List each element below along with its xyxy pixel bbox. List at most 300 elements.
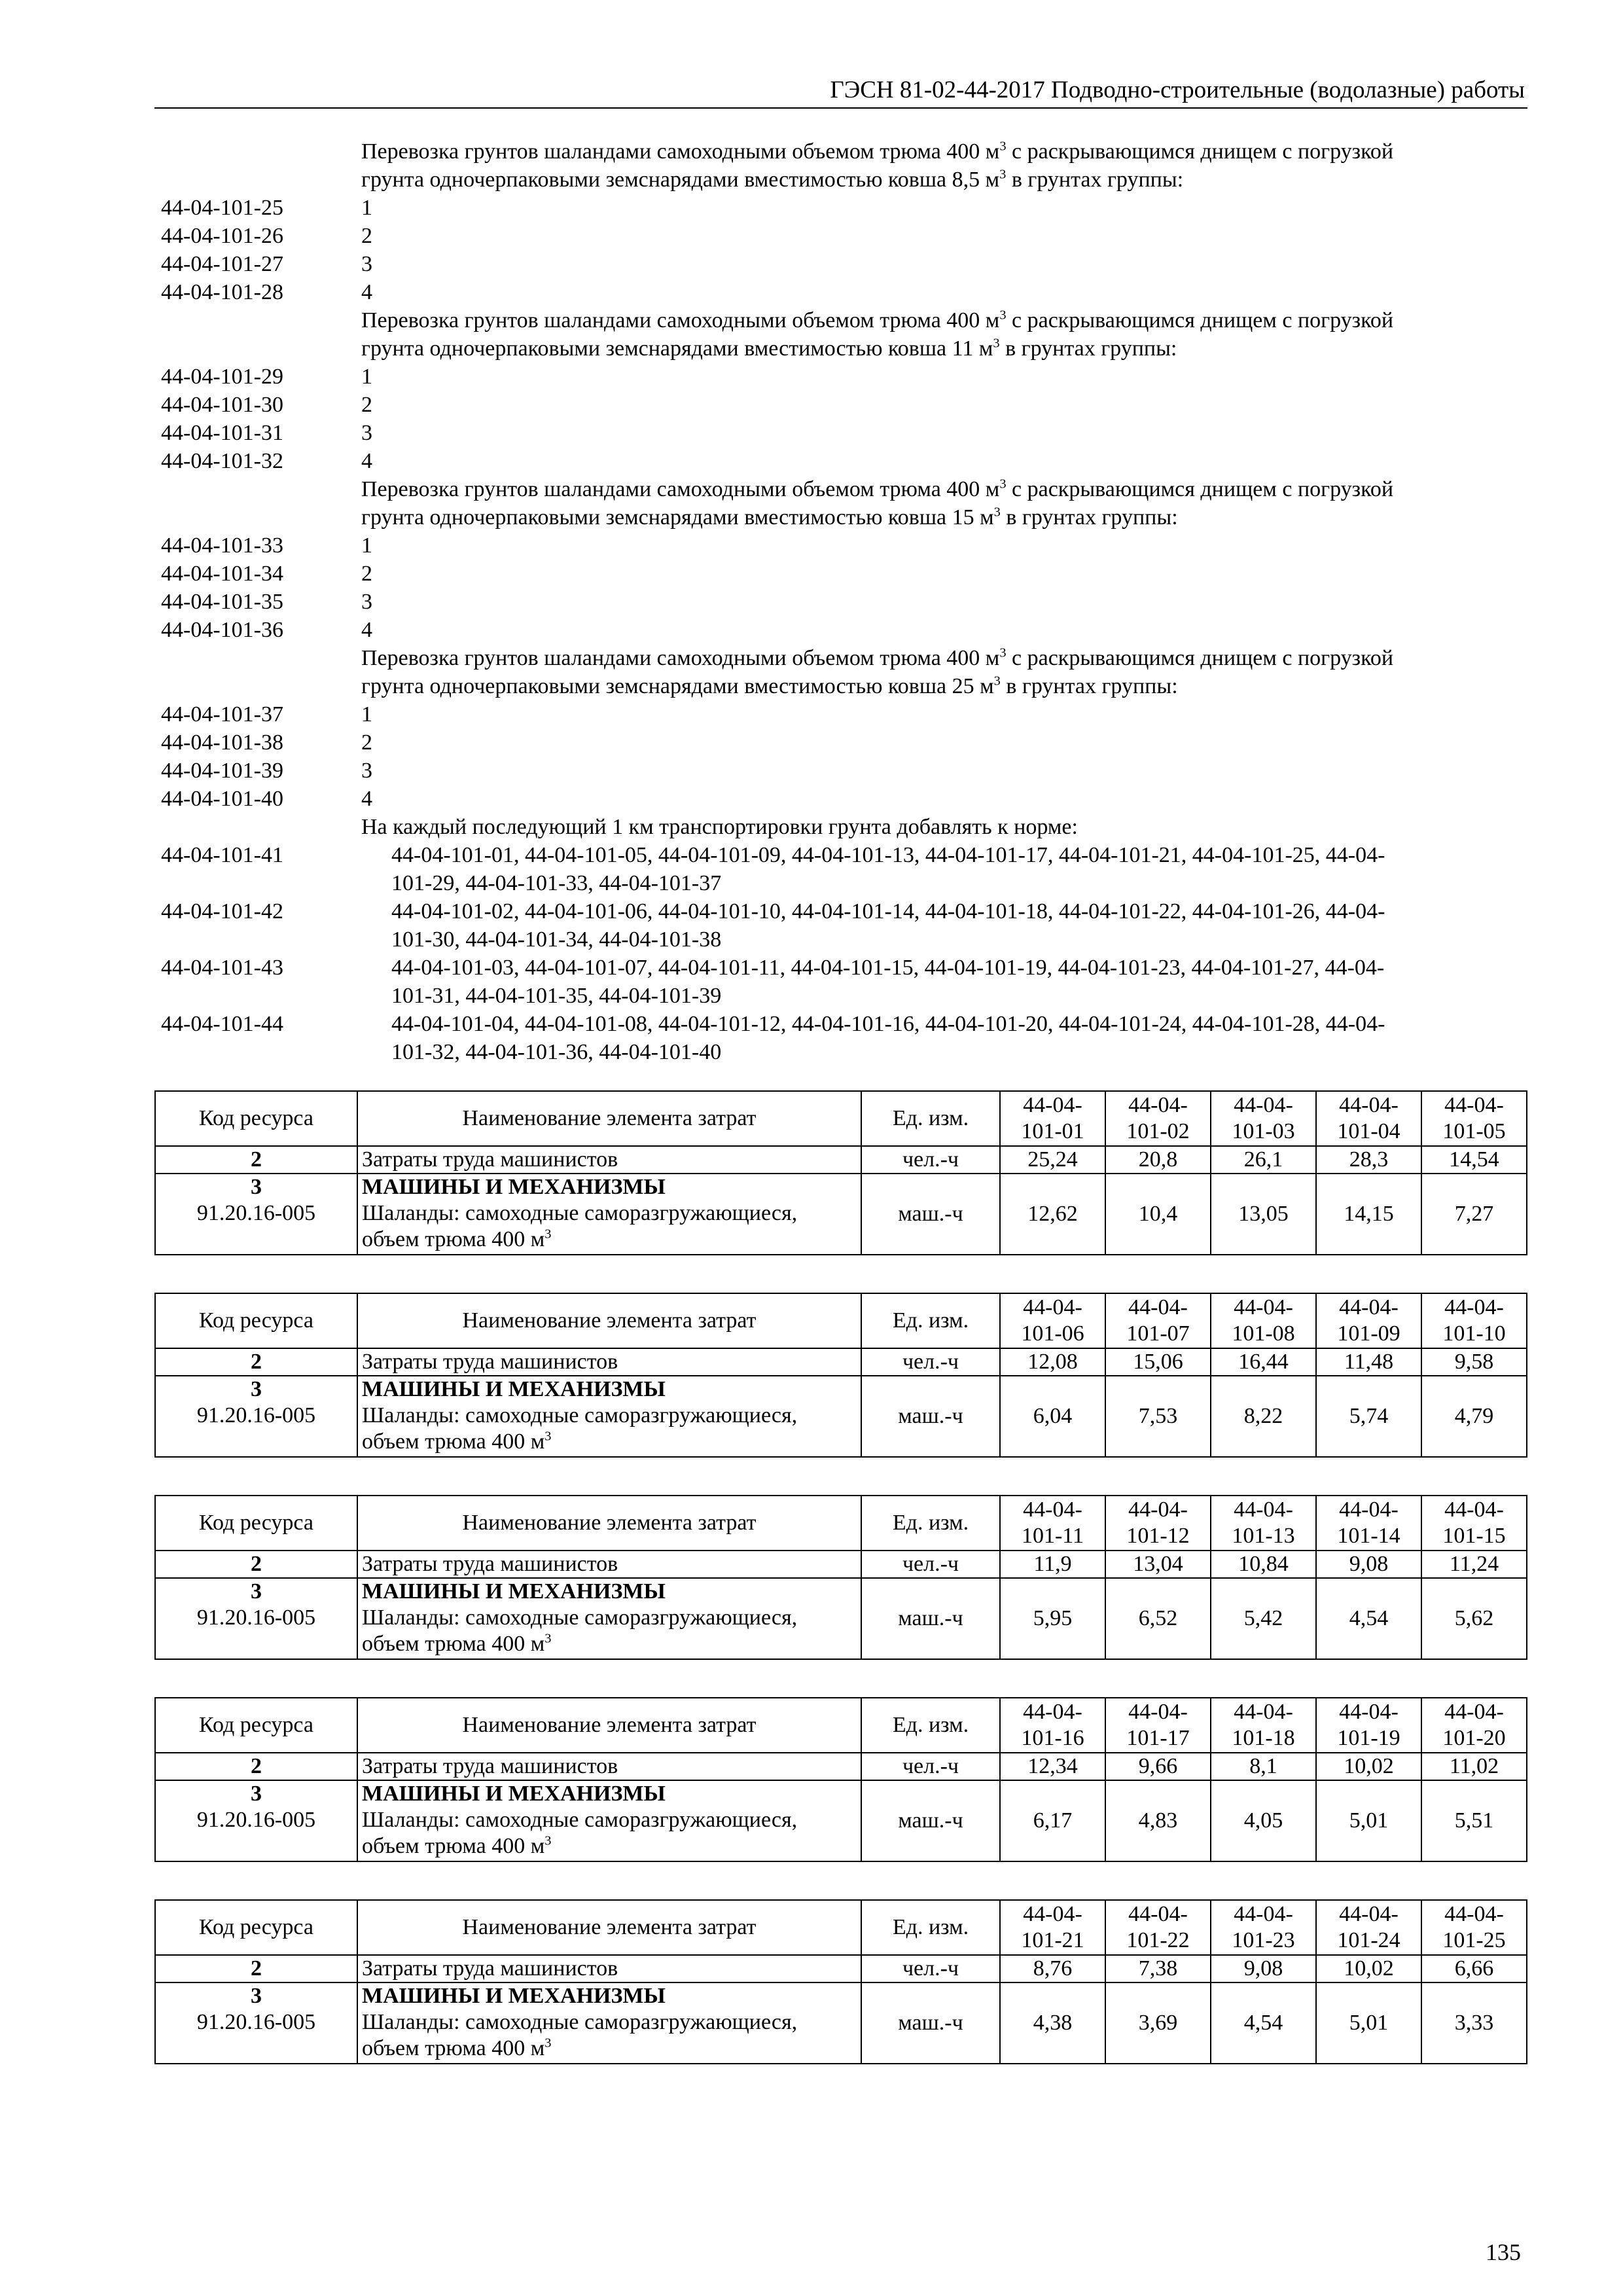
resource-unit [861, 1551, 1000, 1578]
value-cell [1421, 1753, 1527, 1780]
resource-unit-value: маш.-ч [898, 2011, 963, 2035]
norm-column-header [1105, 1293, 1211, 1348]
section-title: МАШИНЫ И МЕХАНИЗМЫ [362, 1175, 666, 1199]
norm-code-part1: 44-04- [1128, 1498, 1188, 1522]
norm-code-part2: 101-10 [1442, 1321, 1506, 1346]
value: 6,66 [1454, 1956, 1494, 1981]
resource-code-value: 91.20.16-005 [196, 1403, 316, 1427]
norm-code-part2: 101-16 [1021, 1726, 1084, 1750]
value-cell [1000, 1174, 1105, 1255]
resource-name-value: Затраты труда машинистов [362, 1350, 618, 1374]
norm-code-part1: 44-04- [1444, 1902, 1504, 1926]
section-code: 3 [251, 1782, 262, 1806]
header-code [155, 1091, 357, 1146]
value: 9,08 [1349, 1552, 1389, 1576]
section-code: 3 [251, 1984, 262, 2008]
value-cell [1421, 1348, 1527, 1376]
value: 14,54 [1449, 1147, 1499, 1172]
norm-column-header [1316, 1293, 1421, 1348]
norm-column-header [1421, 1698, 1527, 1753]
header-unit [861, 1900, 1000, 1955]
resource-unit-value: чел.-ч [902, 1552, 959, 1576]
running-header [154, 73, 1527, 109]
value: 10,02 [1344, 1754, 1394, 1778]
norm-column-header [1211, 1496, 1316, 1551]
section-title: МАШИНЫ И МЕХАНИЗМЫ [362, 1579, 666, 1604]
resource-code-value: 2 [251, 1956, 262, 1981]
group-title-line1: Перевозка грунтов шаландами самоходными объемом трюма 400 м [361, 646, 1000, 670]
norm-code-part2: 101-15 [1442, 1524, 1506, 1548]
norm-column-header [1211, 1293, 1316, 1348]
value-cell [1000, 1146, 1105, 1174]
norm-code-part1: 44-04- [1023, 1902, 1082, 1926]
value: 12,08 [1027, 1350, 1078, 1374]
norm-code-part2: 101-24 [1337, 1928, 1400, 1952]
resource-code [155, 1348, 357, 1376]
norm-column-header [1000, 1698, 1105, 1753]
header-code-label: Код ресурса [199, 1713, 313, 1737]
resource-code [155, 1376, 357, 1457]
table-row [155, 1174, 1527, 1255]
header-unit-label: Ед. изм. [892, 1915, 969, 1939]
table-header-row [155, 1496, 1527, 1551]
resource-code-value: 2 [251, 1552, 262, 1576]
header-name-label: Наименование элемента затрат [462, 1713, 757, 1737]
norm-code-part2: 101-07 [1126, 1321, 1190, 1346]
value-cell [1421, 1578, 1527, 1659]
section-title: МАШИНЫ И МЕХАНИЗМЫ [362, 1377, 666, 1401]
resource-unit-value: маш.-ч [898, 1808, 963, 1833]
value: 10,02 [1344, 1956, 1394, 1981]
norm-code-part2: 101-25 [1442, 1928, 1506, 1952]
resource-table [154, 1090, 1527, 1255]
value: 4,05 [1243, 1808, 1283, 1833]
header-name-label: Наименование элемента затрат [462, 1915, 757, 1939]
resource-name: МАШИНЫ И МЕХАНИЗМЫ Шаланды: самоходные саморазгружающиеся, объем трюма 400 $м^3$ [357, 1578, 861, 1659]
header-code-label: Код ресурса [199, 1106, 313, 1130]
resource-unit-value: чел.-ч [902, 1350, 959, 1374]
table-row [155, 1348, 1527, 1376]
norm-code-part2: 101-22 [1126, 1928, 1190, 1952]
value: 3,69 [1138, 2011, 1178, 2035]
header-name [357, 1293, 861, 1348]
resource-unit [861, 1982, 1000, 2064]
value: 11,9 [1033, 1552, 1072, 1576]
norm-code-part1: 44-04- [1339, 1902, 1399, 1926]
resource-name-line1: Шаланды: самоходные саморазгружающиеся, [362, 1605, 798, 1630]
norm-code-part1: 44-04- [1023, 1498, 1082, 1522]
table-header-row [155, 1900, 1527, 1955]
resource-unit-value: маш.-ч [898, 1404, 963, 1428]
norm-column-header [1316, 1496, 1421, 1551]
value: 5,42 [1243, 1606, 1283, 1630]
norm-code-part2: 101-17 [1126, 1726, 1190, 1750]
value: 14,15 [1344, 1202, 1394, 1226]
resource-unit-value: маш.-ч [898, 1606, 963, 1630]
norm-code-part1: 44-04- [1128, 1093, 1188, 1117]
value-cell [1000, 1551, 1105, 1578]
value-cell [1105, 1174, 1211, 1255]
value: 9,58 [1454, 1350, 1494, 1374]
header-name [357, 1091, 861, 1146]
norm-code-part1: 44-04- [1234, 1295, 1293, 1319]
resource-unit-value: чел.-ч [902, 1754, 959, 1778]
table-row [155, 1982, 1527, 2064]
norm-code-part1: 44-04- [1339, 1093, 1399, 1117]
resource-name: МАШИНЫ И МЕХАНИЗМЫ Шаланды: самоходные саморазгружающиеся, объем трюма 400 $м^3$ [357, 1376, 861, 1457]
resource-name-line1: Шаланды: самоходные саморазгружающиеся, [362, 2010, 798, 2034]
resource-unit-value: чел.-ч [902, 1147, 959, 1172]
norm-code-part1: 44-04- [1234, 1700, 1293, 1724]
value: 4,79 [1454, 1404, 1494, 1428]
resource-name-line1: Шаланды: самоходные саморазгружающиеся, [362, 1808, 798, 1832]
norm-code-part2: 101-08 [1232, 1321, 1295, 1346]
norm-column-header [1421, 1496, 1527, 1551]
norm-code-part1: 44-04- [1339, 1295, 1399, 1319]
norm-code-part1: 44-04- [1444, 1498, 1504, 1522]
value-cell [1000, 1780, 1105, 1861]
value-cell [1105, 1551, 1211, 1578]
value: 13,05 [1238, 1202, 1289, 1226]
resource-name [357, 1551, 861, 1578]
table-row [155, 1551, 1527, 1578]
resource-name-value: Затраты труда машинистов [362, 1956, 618, 1981]
header-unit-label: Ед. изм. [892, 1106, 969, 1130]
value: 8,76 [1033, 1956, 1073, 1981]
resource-code [155, 1146, 357, 1174]
value-cell [1211, 1551, 1316, 1578]
norm-code-part1: 44-04- [1234, 1498, 1293, 1522]
value: 4,54 [1243, 2011, 1283, 2035]
value-cell [1316, 1348, 1421, 1376]
resource-name-value: Затраты труда машинистов [362, 1754, 618, 1778]
resource-code [155, 1753, 357, 1780]
norm-code-part1: 44-04- [1444, 1295, 1504, 1319]
header-name-label: Наименование элемента затрат [462, 1308, 757, 1333]
value: 9,08 [1243, 1956, 1283, 1981]
resource-unit [861, 1174, 1000, 1255]
resource-code-value: 91.20.16-005 [196, 1201, 316, 1225]
value: 3,33 [1454, 2011, 1494, 2035]
group-title-line2: грунта одночерпаковыми земснарядами вместимостью ковша 25 м [361, 674, 994, 698]
norm-column-header [1000, 1496, 1105, 1551]
value: 15,06 [1133, 1350, 1183, 1374]
section-code: 3 [251, 1175, 262, 1199]
value-cell [1421, 1780, 1527, 1861]
header-unit-label: Ед. изм. [892, 1713, 969, 1737]
value: 4,83 [1138, 1808, 1178, 1833]
value: 6,04 [1033, 1404, 1073, 1428]
resource-code-value: 91.20.16-005 [196, 1605, 316, 1630]
section-title: МАШИНЫ И МЕХАНИЗМЫ [362, 1984, 666, 2008]
header-unit [861, 1091, 1000, 1146]
resource-table [154, 1697, 1527, 1862]
norm-column-header [1316, 1900, 1421, 1955]
section-code: 3 [251, 1579, 262, 1604]
norm-column-header [1000, 1091, 1105, 1146]
value: 11,48 [1344, 1350, 1394, 1374]
resource-name [357, 1146, 861, 1174]
header-code [155, 1293, 357, 1348]
resource-code [155, 1551, 357, 1578]
norm-code-part2: 101-21 [1021, 1928, 1084, 1952]
value-cell [1211, 1578, 1316, 1659]
value: 16,44 [1238, 1350, 1289, 1374]
table-row [155, 1955, 1527, 1982]
value: 26,1 [1243, 1147, 1283, 1172]
header-name [357, 1900, 861, 1955]
resource-code [155, 1174, 357, 1255]
resource-name: МАШИНЫ И МЕХАНИЗМЫ Шаланды: самоходные саморазгружающиеся, объем трюма 400 $м^3$ [357, 1174, 861, 1255]
norm-code-part1: 44-04- [1023, 1700, 1082, 1724]
norm-column-header [1421, 1293, 1527, 1348]
resource-unit [861, 1955, 1000, 1982]
resource-code [155, 1982, 357, 2064]
value: 5,62 [1454, 1606, 1494, 1630]
value-cell [1105, 1780, 1211, 1861]
value-cell [1000, 1376, 1105, 1457]
value: 10,4 [1138, 1202, 1178, 1226]
norm-code-part2: 101-03 [1232, 1119, 1295, 1143]
norm-column-header [1211, 1900, 1316, 1955]
value-cell [1000, 1348, 1105, 1376]
value-cell [1000, 1578, 1105, 1659]
norm-column-header [1421, 1900, 1527, 1955]
norm-code-part2: 101-20 [1442, 1726, 1506, 1750]
resource-code [155, 1955, 357, 1982]
section-code: 3 [251, 1377, 262, 1401]
value-cell [1421, 1174, 1527, 1255]
header-name [357, 1496, 861, 1551]
value-cell [1105, 1982, 1211, 2064]
resource-unit-value: маш.-ч [898, 1202, 963, 1226]
resource-code-value: 91.20.16-005 [196, 1808, 316, 1832]
table-header-row [155, 1091, 1527, 1146]
value: 20,8 [1138, 1147, 1178, 1172]
norm-code-part2: 101-12 [1126, 1524, 1190, 1548]
norm-code-part1: 44-04- [1339, 1700, 1399, 1724]
value-cell [1316, 1982, 1421, 2064]
resource-name-line1: Шаланды: самоходные саморазгружающиеся, [362, 1201, 798, 1225]
value-cell [1316, 1780, 1421, 1861]
norm-code-part1: 44-04- [1128, 1700, 1188, 1724]
norm-code-part1: 44-04- [1444, 1093, 1504, 1117]
value: 10,84 [1238, 1552, 1289, 1576]
resource-unit [861, 1376, 1000, 1457]
value-cell [1211, 1780, 1316, 1861]
value-cell [1105, 1376, 1211, 1457]
resource-unit [861, 1578, 1000, 1659]
value: 8,22 [1243, 1404, 1283, 1428]
value-cell [1211, 1955, 1316, 1982]
resource-table [154, 1293, 1527, 1458]
norm-column-header [1316, 1091, 1421, 1146]
norm-column-header [1105, 1091, 1211, 1146]
group-title-line1: Перевозка грунтов шаландами самоходными объемом трюма 400 м [361, 139, 1000, 164]
norm-code-part1: 44-04- [1128, 1295, 1188, 1319]
resource-unit [861, 1753, 1000, 1780]
header-unit-label: Ед. изм. [892, 1511, 969, 1535]
value-cell [1211, 1146, 1316, 1174]
table-row [155, 1578, 1527, 1659]
value: 5,74 [1349, 1404, 1389, 1428]
header-unit-label: Ед. изм. [892, 1308, 969, 1333]
resource-name [357, 1955, 861, 1982]
value-cell [1316, 1146, 1421, 1174]
norm-column-header [1211, 1698, 1316, 1753]
value-cell [1421, 1376, 1527, 1457]
norm-code-part2: 101-06 [1021, 1321, 1084, 1346]
value-cell [1211, 1348, 1316, 1376]
header-unit [861, 1496, 1000, 1551]
value: 6,17 [1033, 1808, 1073, 1833]
norm-code-part2: 101-01 [1021, 1119, 1084, 1143]
group-title-line2: грунта одночерпаковыми земснарядами вместимостью ковша 11 м [361, 336, 993, 361]
header-code [155, 1698, 357, 1753]
resource-name-line2: объем трюма 400 м [362, 2036, 545, 2060]
value: 5,51 [1454, 1808, 1494, 1833]
resource-code [155, 1780, 357, 1861]
value-cell [1316, 1753, 1421, 1780]
table-header-row [155, 1293, 1527, 1348]
norm-code-part2: 101-11 [1021, 1524, 1084, 1548]
norm-code-part2: 101-05 [1442, 1119, 1506, 1143]
additional-title: На каждый последующий 1 км транспортировки грунта добавлять к норме: [361, 815, 1078, 839]
value: 9,66 [1138, 1754, 1178, 1778]
resource-unit [861, 1146, 1000, 1174]
norm-code-part1: 44-04- [1234, 1093, 1293, 1117]
value-cell [1316, 1551, 1421, 1578]
value: 5,01 [1349, 2011, 1389, 2035]
norm-code-part1: 44-04- [1128, 1902, 1188, 1926]
header-unit [861, 1293, 1000, 1348]
resource-name-value: Затраты труда машинистов [362, 1552, 618, 1576]
header-code-label: Код ресурса [199, 1308, 313, 1333]
value: 12,34 [1027, 1754, 1078, 1778]
resource-name-line2: объем трюма 400 м [362, 1834, 545, 1858]
norm-code-part2: 101-23 [1232, 1928, 1295, 1952]
resource-name [357, 1753, 861, 1780]
value: 7,38 [1138, 1956, 1178, 1981]
norm-code-part1: 44-04- [1234, 1902, 1293, 1926]
norm-code-part2: 101-13 [1232, 1524, 1295, 1548]
value-cell [1316, 1578, 1421, 1659]
value: 5,95 [1033, 1606, 1073, 1630]
resource-table [154, 1495, 1527, 1660]
resource-name-value: Затраты труда машинистов [362, 1147, 618, 1172]
value-cell [1316, 1174, 1421, 1255]
header-unit [861, 1698, 1000, 1753]
norm-column-header [1316, 1698, 1421, 1753]
value: 11,24 [1449, 1552, 1499, 1576]
value: 6,52 [1138, 1606, 1178, 1630]
value: 5,01 [1349, 1808, 1389, 1833]
header-code [155, 1496, 357, 1551]
value-cell [1105, 1578, 1211, 1659]
norm-code-part1: 44-04- [1023, 1093, 1082, 1117]
table-header-row [155, 1698, 1527, 1753]
norm-code-part2: 101-04 [1337, 1119, 1400, 1143]
section-title: МАШИНЫ И МЕХАНИЗМЫ [362, 1782, 666, 1806]
page-number: 135 [1486, 2239, 1521, 2265]
resource-code [155, 1578, 357, 1659]
value: 13,04 [1133, 1552, 1183, 1576]
value-cell [1105, 1753, 1211, 1780]
group-title-line2: грунта одночерпаковыми земснарядами вместимостью ковша 15 м [361, 505, 994, 529]
value-cell [1000, 1955, 1105, 1982]
value-cell [1316, 1376, 1421, 1457]
table-row [155, 1753, 1527, 1780]
table-row [155, 1146, 1527, 1174]
value: 11,02 [1449, 1754, 1499, 1778]
value: 25,24 [1027, 1147, 1078, 1172]
header-code [155, 1900, 357, 1955]
resource-name-line1: Шаланды: самоходные саморазгружающиеся, [362, 1403, 798, 1427]
value-cell [1421, 1551, 1527, 1578]
norm-column-header [1000, 1293, 1105, 1348]
resource-code-value: 91.20.16-005 [196, 2010, 316, 2034]
header-code-label: Код ресурса [199, 1915, 313, 1939]
norm-code-part2: 101-02 [1126, 1119, 1190, 1143]
resource-name [357, 1348, 861, 1376]
norm-column-header [1105, 1496, 1211, 1551]
value: 7,27 [1454, 1202, 1494, 1226]
group-title-line1: Перевозка грунтов шаландами самоходными объемом трюма 400 м [361, 477, 1000, 501]
norm-column-header [1105, 1900, 1211, 1955]
group-title-line2: грунта одночерпаковыми земснарядами вместимостью ковша 8,5 м [361, 168, 1000, 192]
value-cell [1105, 1146, 1211, 1174]
table-row [155, 1376, 1527, 1457]
header-name-label: Наименование элемента затрат [462, 1511, 757, 1535]
value: 8,1 [1249, 1754, 1277, 1778]
resource-name: МАШИНЫ И МЕХАНИЗМЫ Шаланды: самоходные саморазгружающиеся, объем трюма 400 $м^3$ [357, 1982, 861, 2064]
value: 7,53 [1138, 1404, 1178, 1428]
resource-code-value: 2 [251, 1350, 262, 1374]
header-title: ГЭСН 81-02-44-2017 Подводно-строительные (водолазные) работы [830, 77, 1525, 103]
resource-code-value: 2 [251, 1147, 262, 1172]
value-cell [1105, 1348, 1211, 1376]
resource-unit [861, 1348, 1000, 1376]
resource-code-value: 2 [251, 1754, 262, 1778]
header-name-label: Наименование элемента затрат [462, 1106, 757, 1130]
norm-code-part1: 44-04- [1339, 1498, 1399, 1522]
norm-code-part1: 44-04- [1444, 1700, 1504, 1724]
norm-code-part2: 101-09 [1337, 1321, 1400, 1346]
header-code-label: Код ресурса [199, 1511, 313, 1535]
value-cell [1316, 1955, 1421, 1982]
resource-unit-value: чел.-ч [902, 1956, 959, 1981]
header-name [357, 1698, 861, 1753]
norm-column-header [1211, 1091, 1316, 1146]
value-cell [1105, 1955, 1211, 1982]
norm-code-part2: 101-19 [1337, 1726, 1400, 1750]
value-cell [1421, 1146, 1527, 1174]
group-title-line1: Перевозка грунтов шаландами самоходными объемом трюма 400 м [361, 308, 1000, 332]
norm-code-part2: 101-14 [1337, 1524, 1400, 1548]
table-row [155, 1780, 1527, 1861]
norm-code-part1: 44-04- [1023, 1295, 1082, 1319]
value-cell [1211, 1376, 1316, 1457]
value-cell [1421, 1955, 1527, 1982]
value-cell [1000, 1753, 1105, 1780]
value: 4,54 [1349, 1606, 1389, 1630]
norm-column-header [1105, 1698, 1211, 1753]
resource-unit [861, 1780, 1000, 1861]
resource-name-line2: объем трюма 400 м [362, 1632, 545, 1656]
resource-name-line2: объем трюма 400 м [362, 1227, 545, 1251]
resource-name-line2: объем трюма 400 м [362, 1429, 545, 1454]
resource-name: МАШИНЫ И МЕХАНИЗМЫ Шаланды: самоходные саморазгружающиеся, объем трюма 400 $м^3$ [357, 1780, 861, 1861]
